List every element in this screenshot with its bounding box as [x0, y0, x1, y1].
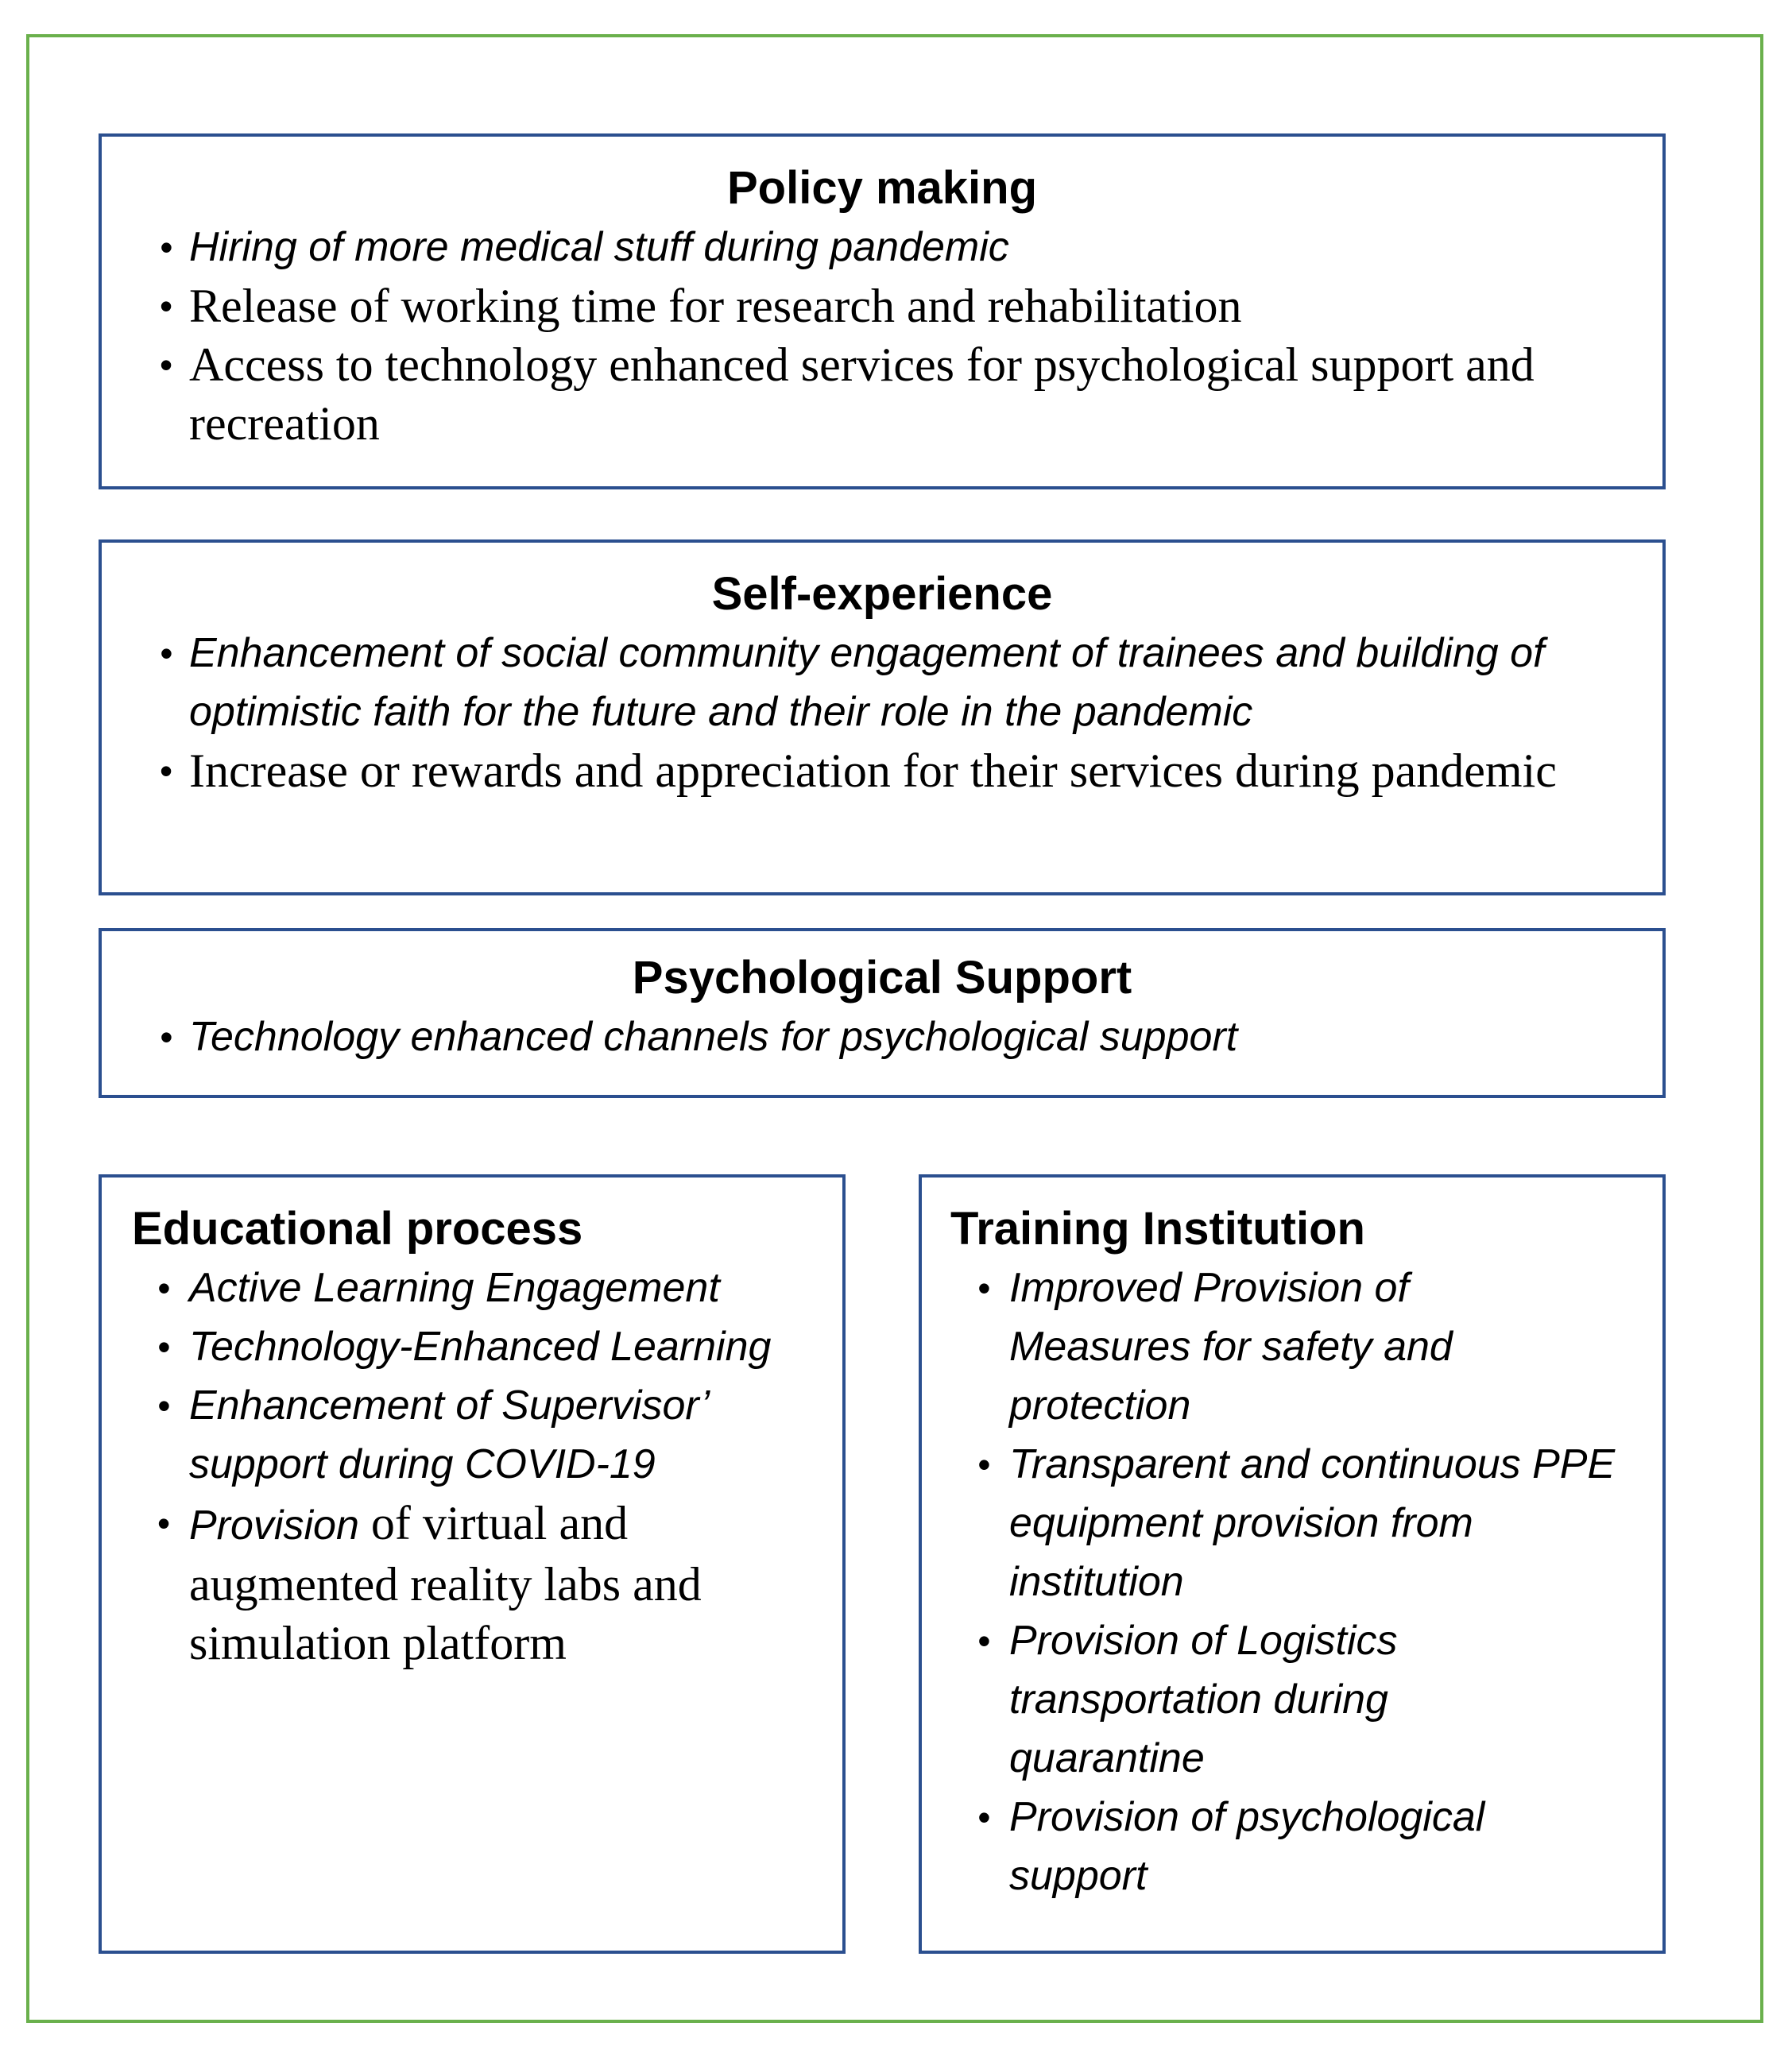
psychological-support-title: Psychological Support [632, 952, 1132, 1003]
training-item-ppe-provision: • Transparent and continuous PPE equipment provision from institution [922, 1435, 1631, 1611]
edu-item-technology-learning: • Technology-Enhanced Learning [102, 1317, 826, 1376]
edu-item-supervisor-support: • Enhancement of Supervisor’ support during COVID-19 [102, 1376, 826, 1494]
policy-item-hiring: • Hiring of more medical stuff during pandemic [102, 218, 1639, 276]
training-institution-box [919, 1174, 1666, 1954]
policy-making-box [99, 133, 1666, 489]
self-experience-box [99, 539, 1666, 895]
educational-process-title: Educational process [132, 1203, 583, 1255]
training-item-logistics: • Provision of Logistics transportation during quarantine [922, 1611, 1631, 1788]
policy-item-technology-access: • Access to technology enhanced services for psychological support and recreation [102, 335, 1639, 453]
policy-making-title: Policy making [726, 162, 1038, 214]
self-experience-title: Self-experience [711, 568, 1053, 620]
policy-item-working-time: • Release of working time for research and rehabilitation [102, 276, 1639, 335]
educational-process-box [99, 1174, 846, 1954]
training-item-safety-measures: • Improved Provision of Measures for safety and protection [922, 1259, 1631, 1435]
edu-item-virtual-labs-rest: of virtual and augmented reality labs and simulation platform [189, 1497, 702, 1669]
psychological-support-box [99, 928, 1666, 1098]
edu-item-active-learning: • Active Learning Engagement [102, 1259, 826, 1317]
self-item-rewards: • Increase or rewards and appreciation for their services during pandemic [102, 741, 1631, 800]
psych-item-channels: • Technology enhanced channels for psychological support [102, 1007, 1662, 1066]
edu-item-virtual-labs [102, 1494, 826, 1672]
self-item-community-engagement: • Enhancement of social community engagement of trainees and building of optimistic faith for the future and their role in the pandemic [102, 624, 1631, 741]
edu-item-virtual-labs-italic: Provision [189, 1502, 359, 1549]
training-item-psychological-support: • Provision of psychological support [922, 1788, 1631, 1905]
training-institution-title: Training Institution [950, 1203, 1365, 1255]
